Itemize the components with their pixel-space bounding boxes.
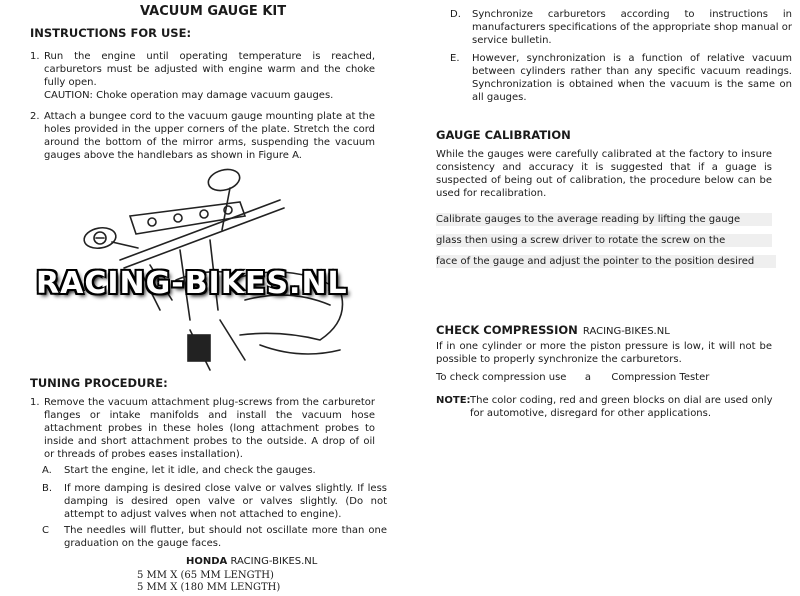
instruction-2-text: Attach a bungee cord to the vacuum gauge mounting plate at the holes provided in the upper corners of the plate. Stretch the cord around the bottom of the mirror arms, suspending the vacuum gauges above the handlebars as shown in Figure A. bbox=[44, 111, 375, 161]
page-title: VACUUM GAUGE KIT bbox=[140, 4, 287, 19]
tuning-substep-e-text: However, synchronization is a function of relative vacuum between cylinders rather than any specific vacuum readings. Synchronization is obtained when the vacuum is the same on all gauges. bbox=[472, 53, 792, 103]
tuning-substep-e bbox=[436, 52, 792, 104]
honda-label: HONDA bbox=[186, 556, 228, 567]
compression-use-c: Compression Tester bbox=[611, 372, 710, 383]
tuning-substep-d bbox=[436, 8, 792, 47]
note-label: NOTE: bbox=[436, 395, 471, 406]
honda-site: RACING-BIKES.NL bbox=[230, 556, 318, 567]
compression-heading-line bbox=[436, 319, 670, 338]
compression-site: RACING-BIKES.NL bbox=[582, 326, 670, 337]
compression-use-b: a bbox=[584, 372, 591, 383]
tuning-substep-a-letter: A. bbox=[42, 465, 52, 476]
instruction-2-number: 2. bbox=[30, 111, 40, 122]
instruction-2 bbox=[30, 110, 375, 162]
tuning-substep-b bbox=[30, 482, 387, 521]
tuning-substep-b-letter: B. bbox=[42, 483, 53, 494]
tuning-substep-c-text: The needles will flutter, but should not oscillate more than one graduation on the gauge faces. bbox=[64, 525, 387, 549]
compression-text: If in one cylinder or more the piston pressure is low, it will not be possible to properly synchronize the carburetors. bbox=[436, 341, 772, 365]
instructions-heading: INSTRUCTIONS FOR USE: bbox=[30, 26, 192, 40]
calibration-text: While the gauges were carefully calibrated at the factory to insure consistency and accuracy it is suggested that if a guage is suspected of being out of calibration, the procedure below can be used for recalibration. bbox=[436, 149, 772, 199]
instruction-1-text: Run the engine until operating temperature is reached, carburetors must be adjusted with engine warm and the choke fully open. bbox=[44, 51, 375, 88]
tuning-substep-e-letter: E. bbox=[450, 53, 460, 64]
tuning-substep-c-letter: C bbox=[42, 525, 49, 536]
tuning-substep-d-letter: D. bbox=[450, 9, 461, 20]
tuning-substep-d-text: Synchronize carburetors according to instructions in manufacturers specifications of the appropriate shop manual or service bulletin. bbox=[472, 9, 792, 46]
calibration-line-1: Calibrate gauges to the average reading by lifting the gauge bbox=[436, 213, 772, 226]
instruction-1 bbox=[30, 50, 375, 102]
calibration-line-2: glass then using a screw driver to rotate the screw on the bbox=[436, 234, 772, 247]
instruction-1-number: 1. bbox=[30, 51, 40, 62]
instruction-1-caution: CAUTION: Choke operation may damage vacuum gauges. bbox=[44, 90, 334, 101]
tuning-step-1-text: Remove the vacuum attachment plug-screws from the carburetor flanges or intake manifolds and install the vacuum hose attachment probes in these holes (long attachment probes to inside and short attachment probes to the outside. A drop of oil or threads of probes eases installation). bbox=[44, 397, 375, 460]
tuning-substep-c bbox=[30, 524, 387, 550]
compression-use-line bbox=[436, 371, 776, 384]
watermark-text: RACING-BIKES.NL bbox=[36, 266, 348, 301]
calibration-line-3: face of the gauge and adjust the pointer to the position desired bbox=[436, 255, 776, 268]
tuning-substep-a-text: Start the engine, let it idle, and check the gauges. bbox=[64, 465, 316, 476]
size-line-2: 5 MM X (180 MM LENGTH) bbox=[137, 582, 281, 593]
compression-use-a: To check compression use bbox=[436, 372, 567, 383]
tuning-heading: TUNING PROCEDURE: bbox=[30, 376, 168, 390]
calibration-heading: GAUGE CALIBRATION bbox=[436, 128, 571, 142]
honda-line bbox=[186, 556, 317, 567]
note-block bbox=[436, 394, 776, 420]
compression-heading: CHECK COMPRESSION bbox=[436, 323, 578, 337]
note-text: The color coding, red and green blocks on dial are used only for automotive, disregard for other applications. bbox=[470, 395, 773, 419]
tuning-substep-b-text: If more damping is desired close valve or valves slightly. If less damping is desired open valve or valves slightly. (Do not attempt to adjust valves when not attached to engine). bbox=[64, 483, 387, 520]
tuning-substep-a bbox=[30, 464, 387, 477]
size-line-1: 5 MM X (65 MM LENGTH) bbox=[137, 570, 274, 581]
tuning-step-1 bbox=[30, 396, 375, 461]
tuning-step-1-number: 1. bbox=[30, 397, 40, 408]
